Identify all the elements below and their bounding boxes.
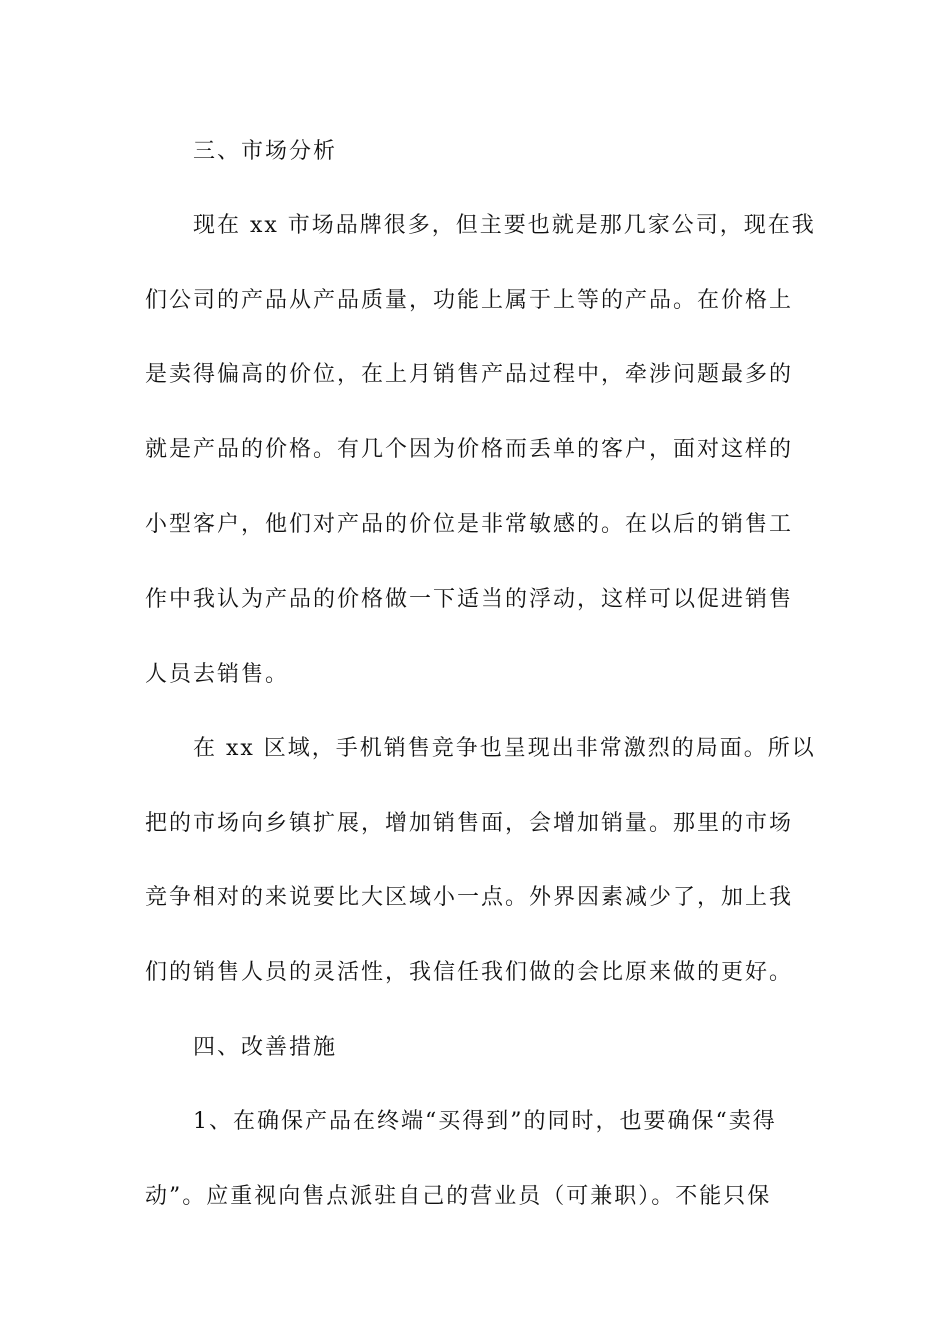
paragraph-line: 1、在确保产品在终端“买得到”的同时，也要确保“卖得 <box>193 1109 777 1134</box>
paragraph-line: 现在 xx 市场品牌很多，但主要也就是那几家公司，现在我 <box>193 213 816 238</box>
paragraph-line: 在 xx 区域，手机销售竞争也呈现出非常激烈的局面。所以 <box>193 736 816 761</box>
paragraph-line: 小型客户，他们对产品的价位是非常敏感的。在以后的销售工 <box>145 512 794 537</box>
paragraph-line: 竞争相对的来说要比大区域小一点。外界因素减少了，加上我 <box>145 885 794 910</box>
paragraph-line: 动”。应重视向售点派驻自己的营业员（可兼职）。不能只保 <box>145 1184 772 1209</box>
paragraph-line: 是卖得偏高的价位，在上月销售产品过程中，牵涉问题最多的 <box>145 362 794 387</box>
paragraph-line: 们的销售人员的灵活性，我信任我们做的会比原来做的更好。 <box>145 960 794 985</box>
paragraph-line: 人员去销售。 <box>145 662 290 687</box>
paragraph-line: 把的市场向乡镇扩展，增加销售面，会增加销量。那里的市场 <box>145 811 794 836</box>
heading-improvement-measures: 四、改善措施 <box>193 1035 338 1060</box>
paragraph-line: 作中我认为产品的价格做一下适当的浮动，这样可以促进销售 <box>145 587 794 612</box>
paragraph-line: 们公司的产品从产品质量，功能上属于上等的产品。在价格上 <box>145 288 794 313</box>
paragraph-line: 就是产品的价格。有几个因为价格而丢单的客户，面对这样的 <box>145 437 794 462</box>
heading-market-analysis: 三、市场分析 <box>193 139 338 164</box>
